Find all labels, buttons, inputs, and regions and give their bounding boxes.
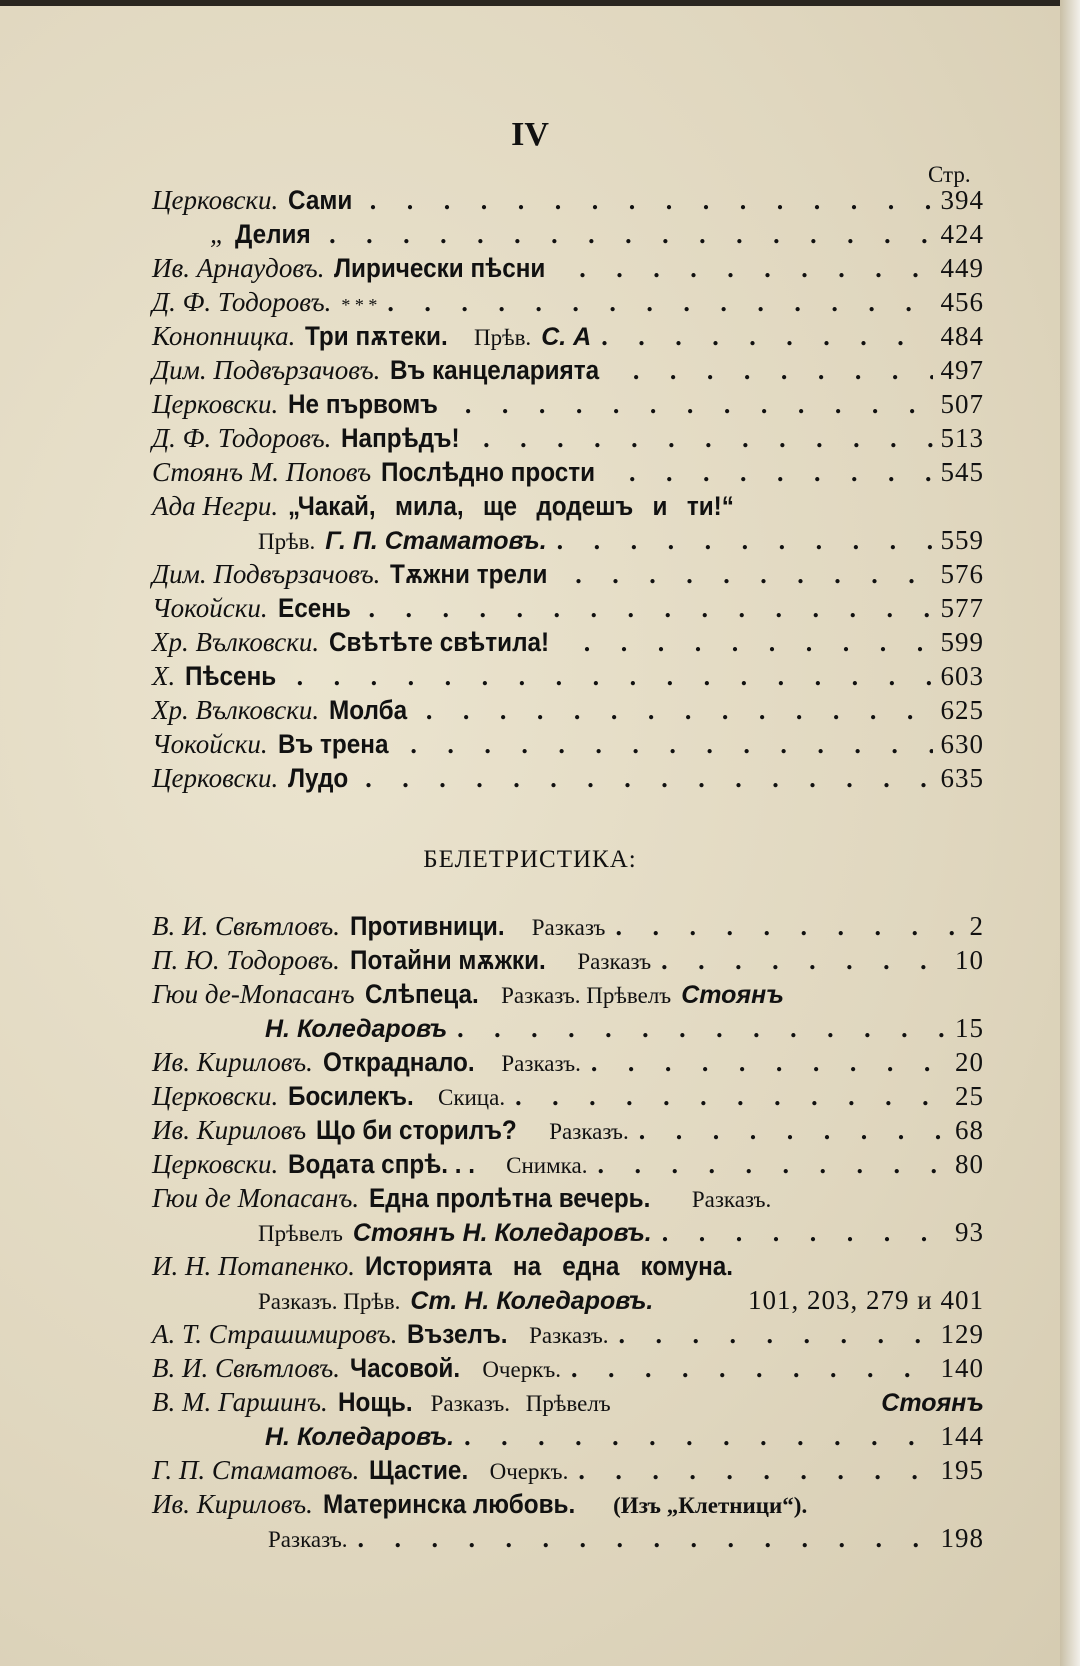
leader-dots (601, 320, 932, 354)
entry-author: В. И. Свѣтловъ. (152, 911, 340, 941)
entry-title: Молба (329, 695, 408, 725)
entry-author: Ив. Арнаудовъ. (152, 253, 325, 283)
entry-title: Водата спрѣ. . . (288, 1149, 476, 1179)
toc-entry (152, 977, 984, 1011)
entry-author: Хр. Вълковски. (152, 627, 320, 657)
leader-dots (365, 762, 932, 796)
page-column-label: Стр. (928, 162, 971, 187)
entry-page: 198 (940, 1523, 984, 1553)
leader-dots (619, 1318, 933, 1352)
entry-page: 456 (940, 287, 984, 317)
entry-title: Лудо (288, 763, 349, 793)
entry-page: 625 (940, 695, 984, 725)
entry-title: Нощь. (337, 1387, 413, 1417)
entry-page: 449 (940, 253, 984, 283)
leader-dots (571, 1352, 932, 1386)
leader-dots (426, 694, 933, 728)
entry-page: 577 (940, 593, 984, 623)
toc-entry (152, 1487, 984, 1521)
entry-note: Разказъ. Прѣвелъ (430, 1391, 611, 1416)
entry-title: Що би сторилъ? (316, 1115, 517, 1145)
entry-author: Гюи де Мопасанъ. (152, 1183, 360, 1213)
entry-author: Ада Негри. (152, 491, 279, 521)
entry-author: Д. Ф. Тодоровъ. (152, 423, 332, 453)
entry-author: Церковски. (152, 1081, 279, 1111)
leader-dots (633, 354, 933, 388)
leader-dots (579, 252, 932, 286)
entry-page: 424 (940, 219, 984, 249)
entry-author: „ (210, 219, 226, 249)
section-heading: БЕЛЕТРИСТИКА: (423, 846, 637, 873)
entry-page: 484 (940, 321, 984, 351)
entry-page: 129 (940, 1319, 984, 1349)
entry-title: Въ канцеларията (390, 355, 600, 385)
leader-dots (410, 728, 932, 762)
entry-page: 630 (940, 729, 984, 759)
leader-dots (575, 558, 932, 592)
entry-author: Конопницка. (152, 321, 296, 351)
entry-page: 20 (955, 1047, 984, 1077)
toc-entry (152, 591, 984, 625)
entry-translator: Г. П. Стаматовъ. (325, 527, 547, 555)
toc-entry (152, 319, 984, 353)
leader-dots (329, 218, 932, 252)
entry-page: 140 (940, 1353, 984, 1383)
entry-page: 2 (969, 911, 984, 941)
toc-entry (152, 1351, 984, 1385)
entry-title: * * * (341, 295, 378, 315)
entry-page: 80 (955, 1149, 984, 1179)
entry-page: 599 (940, 627, 984, 657)
leader-dots (465, 388, 933, 422)
leader-dots (515, 1080, 947, 1114)
entry-note: Разказъ (531, 915, 606, 940)
entry-author: А. Т. Страшимировъ. (152, 1319, 398, 1349)
entry-author: И. Н. Потапенко. (152, 1251, 356, 1281)
book-page (0, 6, 1060, 1666)
entry-page: 603 (940, 661, 984, 691)
entry-note: (Изъ „Клетници“). (613, 1493, 808, 1518)
entry-title: Лирически пѣсни (334, 253, 546, 283)
leader-dots (591, 1046, 947, 1080)
toc-entry (152, 1181, 984, 1215)
entry-author: Ив. Кириловъ. (152, 1489, 313, 1519)
toc-entry (152, 1113, 984, 1147)
toc-entry (152, 1079, 984, 1113)
toc-entry (152, 421, 984, 455)
entry-note: Снимка. (506, 1153, 588, 1178)
leader-dots (584, 626, 933, 660)
entry-translator: Ст. Н. Коледаровъ. (410, 1287, 654, 1315)
entry-author: Ив. Кириловъ. (152, 1047, 313, 1077)
entry-note: Разказъ. (529, 1323, 609, 1348)
page-folio: IV (511, 116, 549, 153)
entry-note: Разказъ. (501, 1051, 581, 1076)
entry-note: Очеркъ. (489, 1459, 569, 1484)
leader-dots (464, 1420, 932, 1454)
toc-entry (152, 727, 984, 761)
toc-entry (152, 217, 984, 251)
entry-author: П. Ю. Тодоровъ. (152, 945, 340, 975)
leader-dots (662, 1216, 947, 1250)
leader-dots (483, 422, 932, 456)
entry-page: 68 (955, 1115, 984, 1145)
toc-entry (152, 1249, 984, 1283)
toc-entry-continuation (258, 1215, 984, 1249)
toc-entry (152, 1045, 984, 1079)
page-edge (1060, 0, 1080, 1666)
entry-author: В. М. Гаршинъ. (152, 1387, 328, 1417)
toc-entry-continuation (258, 523, 984, 557)
leader-dots (578, 1454, 932, 1488)
entry-translator: Н. Коледаровъ. (265, 1423, 455, 1451)
entry-page: 545 (940, 457, 984, 487)
entry-title: Историята на една комуна. (365, 1251, 734, 1281)
entry-title: Възелъ. (407, 1319, 508, 1349)
entry-page: 10 (955, 945, 984, 975)
entry-page: 394 (940, 185, 984, 215)
entry-title: Тѫжни трели (390, 559, 548, 589)
entry-author: Дим. Подвързачовъ. (152, 355, 381, 385)
entry-note: Разказъ. (549, 1119, 629, 1144)
toc-entry (152, 251, 984, 285)
entry-page: 507 (940, 389, 984, 419)
leader-dots (661, 944, 947, 978)
entry-author: Церковски. (152, 1149, 279, 1179)
toc-entry-continuation (265, 1419, 984, 1453)
entry-title: Материнска любовь. (322, 1489, 576, 1519)
entry-title: Слѣпеца. (364, 979, 479, 1009)
entry-note: Разказъ. Прѣв. (258, 1289, 401, 1314)
toc-entry (152, 1317, 984, 1351)
entry-note: Скица. (437, 1085, 506, 1110)
toc-entry (152, 909, 984, 943)
entry-title: Щастие. (369, 1455, 469, 1485)
entry-page: 15 (955, 1013, 984, 1043)
entry-title: Есень (277, 593, 351, 623)
entry-page: 635 (940, 763, 984, 793)
entry-title: Не първомъ (288, 389, 439, 419)
entry-page: 497 (940, 355, 984, 385)
entry-title: Една пролѣтна вечерь. (369, 1183, 651, 1213)
entry-author: Хр. Вълковски. (152, 695, 320, 725)
entry-translator: Стоянъ (681, 981, 784, 1009)
entry-author: Д. Ф. Тодоровъ. (152, 287, 332, 317)
entry-title: Сами (288, 185, 353, 215)
entry-translator: С. А (541, 323, 592, 351)
entry-title: Три пѫтеки. (305, 321, 449, 351)
entry-page: 513 (940, 423, 984, 453)
entry-page: 101, 203, 279 и 401 (748, 1285, 984, 1315)
leader-dots (369, 592, 933, 626)
entry-note: Прѣвелъ (258, 1221, 343, 1246)
leader-dots (615, 910, 961, 944)
entry-title: Въ трена (277, 729, 389, 759)
leader-dots (639, 1114, 947, 1148)
entry-author: Церковски. (152, 763, 279, 793)
toc-entry (152, 489, 984, 523)
entry-page: 559 (940, 525, 984, 555)
leader-dots (629, 456, 932, 490)
entry-title: Откраднало. (322, 1047, 475, 1077)
entry-page: 576 (940, 559, 984, 589)
entry-note: Очеркъ. (482, 1357, 562, 1382)
entry-author: Дим. Подвързачовъ. (152, 559, 381, 589)
entry-author: Чокойски. (152, 593, 268, 623)
toc-entry (152, 455, 984, 489)
toc-entry-continuation (258, 1283, 984, 1317)
entry-author: Г. П. Стаматовъ. (152, 1455, 360, 1485)
entry-title: Часовой. (349, 1353, 461, 1383)
leader-dots (297, 660, 933, 694)
toc-entry-continuation (268, 1521, 984, 1555)
entry-note: Прѣв. (473, 325, 532, 350)
toc-entry (152, 693, 984, 727)
entry-author: Церковски. (152, 185, 279, 215)
toc-entry-continuation (265, 1011, 984, 1045)
leader-dots (357, 1522, 932, 1556)
entry-page: 195 (940, 1455, 984, 1485)
toc-entry (152, 1385, 984, 1419)
entry-title: Потайни мѫжки. (349, 945, 546, 975)
entry-note: Разказъ (577, 949, 652, 974)
entry-page: 93 (955, 1217, 984, 1247)
leader-dots (387, 286, 932, 320)
leader-dots (557, 524, 933, 558)
toc-entry (152, 353, 984, 387)
toc-entry (152, 659, 984, 693)
entry-title: Напрѣдъ! (341, 423, 460, 453)
leader-dots (597, 1148, 947, 1182)
entry-translator: Н. Коледаровъ (265, 1015, 448, 1043)
entry-note: Разказъ. (691, 1187, 772, 1212)
entry-title: Послѣдно прости (381, 457, 596, 487)
leader-dots (457, 1012, 947, 1046)
toc-entry (152, 943, 984, 977)
entry-page: 25 (955, 1081, 984, 1111)
toc-entry (152, 183, 984, 217)
toc-entry (152, 1147, 984, 1181)
entry-title: Пѣсень (185, 661, 277, 691)
entry-title: „Чакай, мила, ще додешъ и ти!“ (288, 491, 735, 521)
toc-entry (152, 285, 984, 319)
entry-author: Стоянъ М. Поповъ (152, 457, 372, 487)
entry-author: Церковски. (152, 389, 279, 419)
entry-translator: Стоянъ Н. Коледаровъ. (352, 1219, 652, 1247)
toc-entry (152, 387, 984, 421)
entry-note: Прѣв. (258, 529, 316, 554)
leader-dots (370, 184, 933, 218)
toc-entry (152, 761, 984, 795)
toc-entry (152, 625, 984, 659)
entry-title: Босилекъ. (288, 1081, 415, 1111)
entry-author: Гюи де-Мопасанъ (152, 979, 355, 1009)
entry-title: Свѣтѣте свѣтила! (329, 627, 550, 657)
entry-translator: Стоянъ (881, 1389, 984, 1417)
entry-author: Х. (152, 661, 176, 691)
entry-author: В. И. Свѣтловъ. (152, 1353, 340, 1383)
entry-title: Противници. (349, 911, 505, 941)
entry-note: Разказъ. (268, 1527, 348, 1552)
entry-author: Чокойски. (152, 729, 268, 759)
toc-entry (152, 1453, 984, 1487)
entry-note: Разказъ. Прѣвелъ (501, 983, 672, 1008)
entry-author: Ив. Кириловъ (152, 1115, 307, 1145)
entry-title: Делия (235, 219, 311, 249)
toc-entry (152, 557, 984, 591)
entry-page: 144 (940, 1421, 984, 1451)
